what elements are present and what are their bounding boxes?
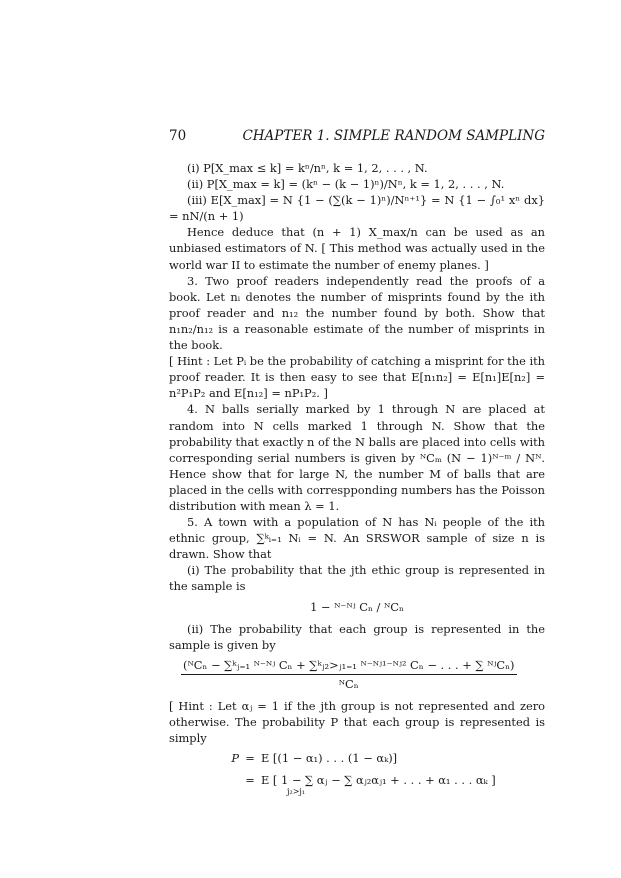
paragraph-hence: Hence deduce that (n + 1) X_max/n can be used as an unbiased estimators of N. [ This method was actually used in the world war II to estimate the number of enemy planes. ] bbox=[169, 225, 545, 272]
equation-lhs: P bbox=[231, 751, 239, 766]
problem-3: 3. Two proof readers independently read the proofs of a book. Let nᵢ denotes the number of misprints found by the ith proof reader and n₁₂ the number found by both. Show that n₁n₂/n₁₂ is a reasonable estimate of the number of misprints in the book. bbox=[169, 273, 545, 353]
problem-5-part-ii: (ii) The probability that each group is represented in the sample is given by bbox=[169, 621, 545, 652]
running-title: CHAPTER 1. SIMPLE RANDOM SAMPLING bbox=[242, 128, 545, 144]
problem-5-part-i: (i) The probability that the jth ethic group is represented in the sample is bbox=[169, 563, 545, 594]
page-body bbox=[169, 160, 545, 801]
equation-part-ii-numerator: (ᴺCₙ − ∑ᵏⱼ₌₁ ᴺ⁻ᴺʲ Cₙ + ∑ᵏⱼ₂>ⱼ₁₌₁ ᴺ⁻ᴺʲ¹⁻ᴺʲ² Cₙ − . . . + ∑ ᴺʲCₙ) bbox=[181, 657, 517, 675]
equation-part-ii bbox=[181, 657, 517, 692]
hint-3: [ Hint : Let Pᵢ be the probability of catching a misprint for the ith proof reader. It is then easy to see that E[n₁n₂] = E[n₁]E[n₂] = n²P₁P₂ and E[n₁₂] = nP₁P₂. ] bbox=[169, 354, 545, 401]
equation-equals-2: = bbox=[245, 773, 255, 788]
problem-4: 4. N balls serially marked by 1 through N are placed at random into N cells marked 1 through N. Show that the probability that exactly n of the N balls are placed into cells with corresponding serial numbers is given by ᴺCₘ (N − 1)ᴺ⁻ᵐ / Nᴺ. Hence show that for large N, the number M of balls that are placed in the cells with correspponding numbers has the Poisson distribution with mean λ = 1. bbox=[169, 402, 545, 513]
problem-5: 5. A town with a population of N has Nᵢ people of the ith ethnic group, ∑ᵏᵢ₌₁ Nᵢ = N. An SRSWOR sample of size n is drawn. Show that bbox=[169, 515, 545, 562]
line-ii: (ii) P[X_max = k] = (kⁿ − (k − 1)ⁿ)/Nⁿ, k = 1, 2, . . . , N. bbox=[187, 177, 505, 192]
equation-part-ii-denominator: ᴺCₙ bbox=[338, 676, 359, 691]
equation-part-i: 1 − ᴺ⁻ᴺʲ Cₙ / ᴺCₙ bbox=[310, 599, 404, 614]
page-number: 70 bbox=[169, 128, 187, 144]
equation-sum-subscript: j₂>j₁ bbox=[287, 787, 306, 797]
line-iii: (iii) E[X_max] = N {1 − (∑(k − 1)ⁿ)/Nⁿ⁺¹} = N {1 − ∫₀¹ xⁿ dx} = nN/(n + 1) bbox=[169, 193, 545, 224]
equation-rhs-2: E [ 1 − ∑ αⱼ − ∑ αⱼ₂αⱼ₁ + . . . + α₁ . . . αₖ ] bbox=[261, 773, 496, 788]
equation-block-p bbox=[169, 750, 545, 788]
line-i: (i) P[X_max ≤ k] = kⁿ/nⁿ, k = 1, 2, . . . , N. bbox=[187, 161, 428, 175]
equation-equals-1: = bbox=[245, 751, 255, 766]
equation-rhs-1: E [(1 − α₁) . . . (1 − αₖ)] bbox=[261, 751, 398, 766]
hint-5: [ Hint : Let αⱼ = 1 if the jth group is not represented and zero otherwise. The probability P that each group is represented is simply bbox=[169, 699, 545, 746]
